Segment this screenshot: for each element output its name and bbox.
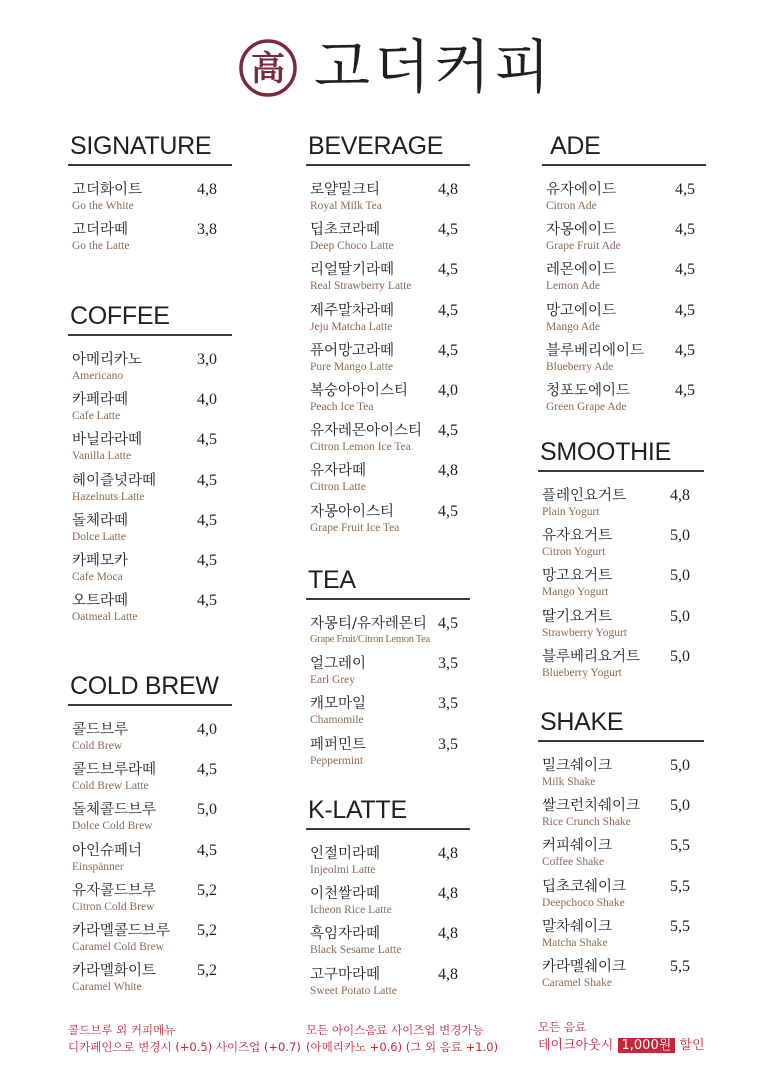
menu-item-price: 4,5 bbox=[675, 341, 695, 359]
menu-item bbox=[306, 260, 470, 300]
menu-item-name-en: Jeju Matcha Latte bbox=[310, 320, 393, 333]
menu-item bbox=[306, 502, 470, 542]
menu-item bbox=[538, 877, 704, 917]
menu-item-name-en: Earl Grey bbox=[310, 674, 356, 687]
menu-item-name-en: Caramel Shake bbox=[542, 976, 612, 989]
menu-item bbox=[306, 341, 470, 381]
section-ade bbox=[542, 128, 706, 421]
menu-item-price: 4,5 bbox=[197, 511, 217, 529]
menu-item-name-ko: 퓨어망고라떼 bbox=[310, 342, 395, 359]
menu-item-name-en: Deepchoco Shake bbox=[542, 896, 625, 909]
section-title: BEVERAGE bbox=[308, 132, 444, 160]
section-title: SHAKE bbox=[540, 708, 624, 736]
menu-item-name-ko: 망고에이드 bbox=[546, 302, 617, 319]
menu-item-name-en: Sweet Potato Latte bbox=[310, 984, 397, 997]
menu-item-name-ko: 자몽아이스티 bbox=[310, 503, 395, 520]
menu-item-price: 4,5 bbox=[438, 422, 458, 440]
menu-item-name-ko: 아메리카노 bbox=[72, 352, 143, 368]
menu-item-name-ko: 돌체콜드브루 bbox=[72, 802, 157, 819]
section-tea bbox=[306, 562, 470, 775]
section-shake bbox=[538, 704, 704, 997]
menu-item-name-en: Rice Crunch Shake bbox=[542, 816, 631, 829]
menu-item-name-en: Green Grape Ade bbox=[546, 400, 627, 413]
menu-item-name-ko: 딥초코라떼 bbox=[310, 222, 381, 239]
menu-item bbox=[68, 511, 232, 551]
menu-item bbox=[306, 180, 470, 220]
menu-item-name-ko: 바닐라라떼 bbox=[72, 432, 143, 449]
menu-item-name-en: Dolce Latte bbox=[72, 530, 126, 543]
menu-item-name-en: Lemon Ade bbox=[546, 280, 600, 293]
menu-item-name-ko: 오트라떼 bbox=[72, 593, 129, 610]
menu-item-list bbox=[306, 844, 470, 1005]
menu-item-name-ko: 아인슈페너 bbox=[72, 842, 143, 859]
menu-item-list bbox=[68, 180, 232, 260]
discount-badge: 1,000원 bbox=[618, 1038, 676, 1053]
menu-item-name-en: Grape Fruit Ade bbox=[546, 240, 621, 253]
menu-item bbox=[542, 341, 706, 381]
menu-item-list bbox=[68, 350, 232, 631]
menu-item bbox=[538, 957, 704, 997]
menu-item-name-ko: 유자요거트 bbox=[542, 528, 613, 545]
section-divider bbox=[68, 704, 232, 706]
menu-item-price: 4,5 bbox=[675, 301, 695, 319]
menu-item-name-en: Citron Cold Brew bbox=[72, 900, 155, 913]
menu-item bbox=[68, 841, 232, 881]
menu-item-price: 4,5 bbox=[438, 502, 458, 520]
menu-item bbox=[306, 924, 470, 964]
menu-item bbox=[306, 301, 470, 341]
note-sizeup-line2: (아메리카노 +0.6) (그 외 음료 +1.0) bbox=[306, 1040, 499, 1054]
menu-item bbox=[306, 884, 470, 924]
menu-item-name-ko: 유자콜드브루 bbox=[72, 882, 157, 899]
menu-item-name-ko: 페퍼민트 bbox=[310, 736, 367, 753]
menu-item-name-en: Caramel White bbox=[72, 981, 142, 994]
menu-item-price: 3,8 bbox=[197, 221, 217, 239]
menu-item bbox=[542, 381, 706, 421]
section-title: ADE bbox=[550, 132, 601, 160]
menu-item-price: 5,0 bbox=[670, 797, 690, 815]
brand-logo-icon bbox=[238, 38, 298, 98]
menu-item-price: 4,5 bbox=[197, 551, 217, 569]
menu-item bbox=[306, 220, 470, 260]
menu-item-name-ko: 헤이즐넛라떼 bbox=[72, 472, 157, 489]
menu-item-price: 4,5 bbox=[675, 181, 695, 198]
section-signature bbox=[68, 128, 232, 260]
menu-item-list bbox=[68, 720, 232, 1001]
menu-item bbox=[306, 735, 470, 775]
menu-item-name-en: Oatmeal Latte bbox=[72, 611, 138, 624]
menu-item bbox=[306, 421, 470, 461]
brand-name: 고더커피 bbox=[314, 33, 555, 101]
menu-item-price: 4,8 bbox=[197, 181, 217, 198]
menu-item-name-en: Deep Choco Latte bbox=[310, 240, 394, 253]
menu-item-name-en: Peach Ice Tea bbox=[310, 400, 374, 413]
menu-item-name-en: Chamomile bbox=[310, 714, 364, 727]
menu-item-name-ko: 자몽티/유자레몬티 bbox=[310, 616, 427, 632]
section-cold-brew bbox=[68, 668, 232, 1001]
menu-item bbox=[68, 881, 232, 921]
menu-item bbox=[306, 381, 470, 421]
menu-item-name-en: Cold Brew Latte bbox=[72, 780, 149, 793]
section-coffee bbox=[68, 298, 232, 631]
menu-item-price: 4,5 bbox=[197, 761, 217, 779]
menu-item bbox=[538, 647, 704, 687]
menu-item-name-ko: 카라멜콜드브루 bbox=[72, 922, 171, 939]
menu-item bbox=[542, 301, 706, 341]
menu-item-list bbox=[538, 756, 704, 997]
menu-item-name-en: Americano bbox=[72, 370, 124, 382]
menu-item-name-en: Cafe Moca bbox=[72, 570, 123, 583]
menu-item-name-en: Cafe Latte bbox=[72, 410, 121, 423]
menu-item-price: 4,8 bbox=[670, 487, 690, 504]
menu-item-name-ko: 얼그레이 bbox=[310, 656, 367, 673]
menu-item bbox=[68, 800, 232, 840]
menu-item-price: 4,5 bbox=[438, 221, 458, 239]
menu-item-price: 4,0 bbox=[197, 721, 217, 738]
menu-item bbox=[306, 614, 470, 654]
section-divider bbox=[538, 740, 704, 742]
menu-item-list bbox=[306, 614, 470, 775]
menu-item-price: 4,5 bbox=[197, 471, 217, 489]
brand-logo-glyph: 高 bbox=[251, 49, 285, 89]
menu-item-name-en: Grape Fruit/Citron Lemon Tea bbox=[310, 634, 430, 645]
menu-item bbox=[68, 390, 232, 430]
menu-item-price: 4,5 bbox=[675, 381, 695, 399]
section-title: TEA bbox=[308, 566, 356, 594]
menu-item-price: 5,0 bbox=[670, 527, 690, 545]
menu-item-name-en: Mango Yogurt bbox=[542, 586, 609, 599]
menu-item bbox=[538, 836, 704, 876]
menu-item-name-en: Go the White bbox=[72, 200, 134, 212]
note-takeout-suffix: 할인 bbox=[679, 1038, 705, 1053]
menu-item-price: 5,2 bbox=[197, 962, 217, 980]
menu-item-price: 4,0 bbox=[438, 381, 458, 399]
section-divider bbox=[306, 828, 470, 830]
menu-item-name-en: Strawberry Yogurt bbox=[542, 626, 627, 639]
menu-item-price: 5,0 bbox=[670, 567, 690, 585]
menu-item-name-en: Citron Latte bbox=[310, 481, 366, 494]
menu-item bbox=[306, 965, 470, 1005]
menu-item-price: 4,8 bbox=[438, 181, 458, 198]
menu-item-name-en: Grape Fruit Ice Tea bbox=[310, 521, 400, 534]
menu-item bbox=[68, 180, 232, 220]
menu-item-name-en: Plain Yogurt bbox=[542, 506, 600, 518]
menu-item-price: 5,0 bbox=[670, 647, 690, 665]
menu-item bbox=[538, 526, 704, 566]
menu-item-price: 4,5 bbox=[675, 221, 695, 239]
section-divider bbox=[542, 164, 706, 166]
menu-item-name-en: Real Strawberry Latte bbox=[310, 280, 412, 293]
menu-item-name-ko: 복숭아아이스티 bbox=[310, 382, 409, 399]
section-title: SIGNATURE bbox=[70, 132, 212, 160]
menu-item bbox=[68, 961, 232, 1001]
menu-item-name-ko: 자몽에이드 bbox=[546, 222, 617, 239]
menu-item-price: 4,5 bbox=[438, 301, 458, 319]
menu-item-name-ko: 레몬에이드 bbox=[546, 262, 617, 279]
menu-item-price: 4,5 bbox=[197, 592, 217, 610]
menu-item-price: 4,0 bbox=[197, 391, 217, 409]
menu-item bbox=[542, 260, 706, 300]
menu-item-name-en: Caramel Cold Brew bbox=[72, 940, 164, 953]
menu-item-name-en: Dolce Cold Brew bbox=[72, 820, 153, 833]
menu-item-name-en: Icheon Rice Latte bbox=[310, 904, 392, 917]
menu-item-price: 4,8 bbox=[438, 925, 458, 943]
menu-header bbox=[0, 28, 773, 108]
note-takeout-prefix: 테이크아웃시 bbox=[538, 1038, 614, 1053]
menu-item-price: 5,5 bbox=[670, 877, 690, 895]
menu-item-name-ko: 블루베리에이드 bbox=[546, 342, 645, 359]
menu-item-price: 5,0 bbox=[197, 801, 217, 819]
menu-item-name-ko: 망고요거트 bbox=[542, 568, 613, 585]
section-k-latte bbox=[306, 792, 470, 1005]
menu-item bbox=[306, 844, 470, 884]
menu-item-name-ko: 고더라떼 bbox=[72, 222, 129, 239]
menu-item-name-en: Pure Mango Latte bbox=[310, 360, 394, 373]
menu-item bbox=[542, 180, 706, 220]
menu-item-list bbox=[306, 180, 470, 542]
menu-item-price: 5,0 bbox=[670, 607, 690, 625]
menu-item-list bbox=[538, 486, 704, 687]
menu-item-name-en: Citron Lemon Ice Tea bbox=[310, 441, 411, 454]
section-title: COFFEE bbox=[70, 302, 170, 330]
menu-item bbox=[68, 760, 232, 800]
menu-item bbox=[538, 917, 704, 957]
menu-item-name-ko: 유자레몬아이스티 bbox=[310, 423, 423, 440]
menu-item-name-ko: 청포도에이드 bbox=[546, 382, 631, 399]
menu-item bbox=[68, 921, 232, 961]
menu-item-name-en: Blueberry Ade bbox=[546, 360, 614, 373]
menu-item-name-en: Citron Yogurt bbox=[542, 546, 606, 559]
note-takeout-line1: 모든 음료 bbox=[538, 1020, 587, 1034]
menu-item-price: 5,5 bbox=[670, 837, 690, 855]
menu-item-name-en: Milk Shake bbox=[542, 776, 596, 788]
menu-item-name-ko: 딸기요거트 bbox=[542, 608, 613, 625]
note-decaf-line1: 콜드브루 외 커피메뉴 bbox=[68, 1023, 176, 1037]
note-takeout-line2 bbox=[538, 1037, 705, 1055]
menu-item-price: 3,5 bbox=[438, 735, 458, 753]
section-divider bbox=[306, 598, 470, 600]
menu-item bbox=[306, 694, 470, 734]
menu-item-name-en: Cold Brew bbox=[72, 740, 123, 752]
menu-item-price: 3,0 bbox=[197, 351, 217, 368]
section-divider bbox=[68, 164, 232, 166]
menu-item-name-ko: 고더화이트 bbox=[72, 182, 143, 198]
menu-item-name-en: Hazelnuts Latte bbox=[72, 490, 145, 503]
menu-item bbox=[538, 566, 704, 606]
menu-item-price: 4,5 bbox=[197, 431, 217, 449]
menu-item-name-ko: 리얼딸기라떼 bbox=[310, 262, 395, 279]
menu-item-name-ko: 플레인요거트 bbox=[542, 488, 627, 504]
menu-item-name-ko: 말차쉐이크 bbox=[542, 918, 613, 935]
menu-item-price: 5,5 bbox=[670, 917, 690, 935]
menu-item-price: 4,8 bbox=[438, 462, 458, 480]
menu-item-name-en: Go the Latte bbox=[72, 240, 130, 253]
menu-item-name-en: Royal Milk Tea bbox=[310, 200, 382, 212]
menu-item-name-ko: 딥초코쉐이크 bbox=[542, 878, 627, 895]
menu-item-price: 4,5 bbox=[438, 261, 458, 279]
menu-item bbox=[538, 756, 704, 796]
menu-item-name-ko: 블루베리요거트 bbox=[542, 648, 641, 665]
note-sizeup-line1: 모든 아이스음료 사이즈업 변경가능 bbox=[306, 1023, 484, 1037]
menu-item bbox=[68, 430, 232, 470]
menu-item-name-ko: 밀크쉐이크 bbox=[542, 758, 613, 774]
menu-item-name-ko: 콜드브루라떼 bbox=[72, 762, 157, 779]
menu-item-name-ko: 제주말차라떼 bbox=[310, 302, 395, 319]
menu-item-name-ko: 고구마라떼 bbox=[310, 966, 381, 983]
section-beverage bbox=[306, 128, 470, 542]
menu-item bbox=[542, 220, 706, 260]
menu-item-price: 5,2 bbox=[197, 881, 217, 899]
menu-item bbox=[538, 607, 704, 647]
menu-item-name-ko: 커피쉐이크 bbox=[542, 838, 613, 855]
menu-item bbox=[306, 654, 470, 694]
menu-item-price: 4,5 bbox=[438, 341, 458, 359]
note-decaf-line2: 디카페인으로 변경시 (+0.5) 사이즈업 (+0.7) bbox=[68, 1040, 301, 1054]
menu-item bbox=[68, 350, 232, 390]
menu-item bbox=[68, 720, 232, 760]
menu-item bbox=[538, 796, 704, 836]
menu-item-name-en: Injeolmi Latte bbox=[310, 864, 376, 876]
menu-item-name-en: Citron Ade bbox=[546, 200, 597, 212]
menu-item bbox=[538, 486, 704, 526]
menu-item-price: 4,5 bbox=[197, 841, 217, 859]
section-divider bbox=[538, 470, 704, 472]
menu-item-price: 4,5 bbox=[675, 261, 695, 279]
menu-item-name-ko: 유자에이드 bbox=[546, 182, 617, 198]
menu-item-price: 5,2 bbox=[197, 921, 217, 939]
menu-item-name-ko: 카라멜화이트 bbox=[72, 963, 157, 980]
menu-item-price: 3,5 bbox=[438, 695, 458, 713]
menu-item bbox=[68, 220, 232, 260]
menu-item-name-ko: 이천쌀라떼 bbox=[310, 886, 381, 903]
section-smoothie bbox=[538, 434, 704, 687]
menu-item-name-en: Blueberry Yogurt bbox=[542, 666, 622, 679]
menu-item-name-ko: 로얄밀크티 bbox=[310, 182, 381, 198]
section-divider bbox=[306, 164, 470, 166]
menu-item-name-en: Vanilla Latte bbox=[72, 450, 132, 463]
menu-item bbox=[68, 591, 232, 631]
menu-item-name-en: Einspänner bbox=[72, 860, 124, 873]
menu-item-name-en: Matcha Shake bbox=[542, 936, 608, 949]
menu-item-name-ko: 돌체라떼 bbox=[72, 512, 129, 529]
menu-item-name-ko: 인절미라떼 bbox=[310, 846, 381, 862]
menu-item-price: 4,8 bbox=[438, 845, 458, 862]
section-title: SMOOTHIE bbox=[540, 438, 671, 466]
menu-item-name-ko: 쌀크런치쉐이크 bbox=[542, 798, 641, 815]
menu-item-list bbox=[542, 180, 706, 421]
menu-item-name-en: Mango Ade bbox=[546, 320, 600, 333]
menu-item-name-ko: 흑임자라떼 bbox=[310, 926, 381, 943]
menu-item-name-ko: 카페라떼 bbox=[72, 392, 129, 409]
menu-item-name-ko: 콜드브루 bbox=[72, 722, 129, 738]
menu-item-name-ko: 카페모카 bbox=[72, 552, 129, 569]
menu-item-name-en: Peppermint bbox=[310, 754, 364, 767]
menu-item-price: 5,0 bbox=[670, 757, 690, 774]
menu-item-price: 5,5 bbox=[670, 957, 690, 975]
menu-item-name-ko: 카라멜쉐이크 bbox=[542, 958, 627, 975]
section-divider bbox=[68, 334, 232, 336]
section-title: COLD BREW bbox=[70, 672, 219, 700]
menu-item-name-ko: 유자라떼 bbox=[310, 463, 367, 480]
menu-item bbox=[68, 551, 232, 591]
menu-item bbox=[306, 461, 470, 501]
menu-item-price: 4,8 bbox=[438, 885, 458, 903]
menu-item bbox=[68, 471, 232, 511]
menu-item-price: 4,8 bbox=[438, 965, 458, 983]
section-title: K-LATTE bbox=[308, 796, 407, 824]
menu-item-price: 4,5 bbox=[438, 615, 458, 632]
menu-item-price: 3,5 bbox=[438, 655, 458, 673]
menu-item-name-en: Coffee Shake bbox=[542, 856, 605, 869]
menu-item-name-en: Black Sesame Latte bbox=[310, 944, 402, 957]
menu-item-name-ko: 캐모마일 bbox=[310, 696, 367, 713]
